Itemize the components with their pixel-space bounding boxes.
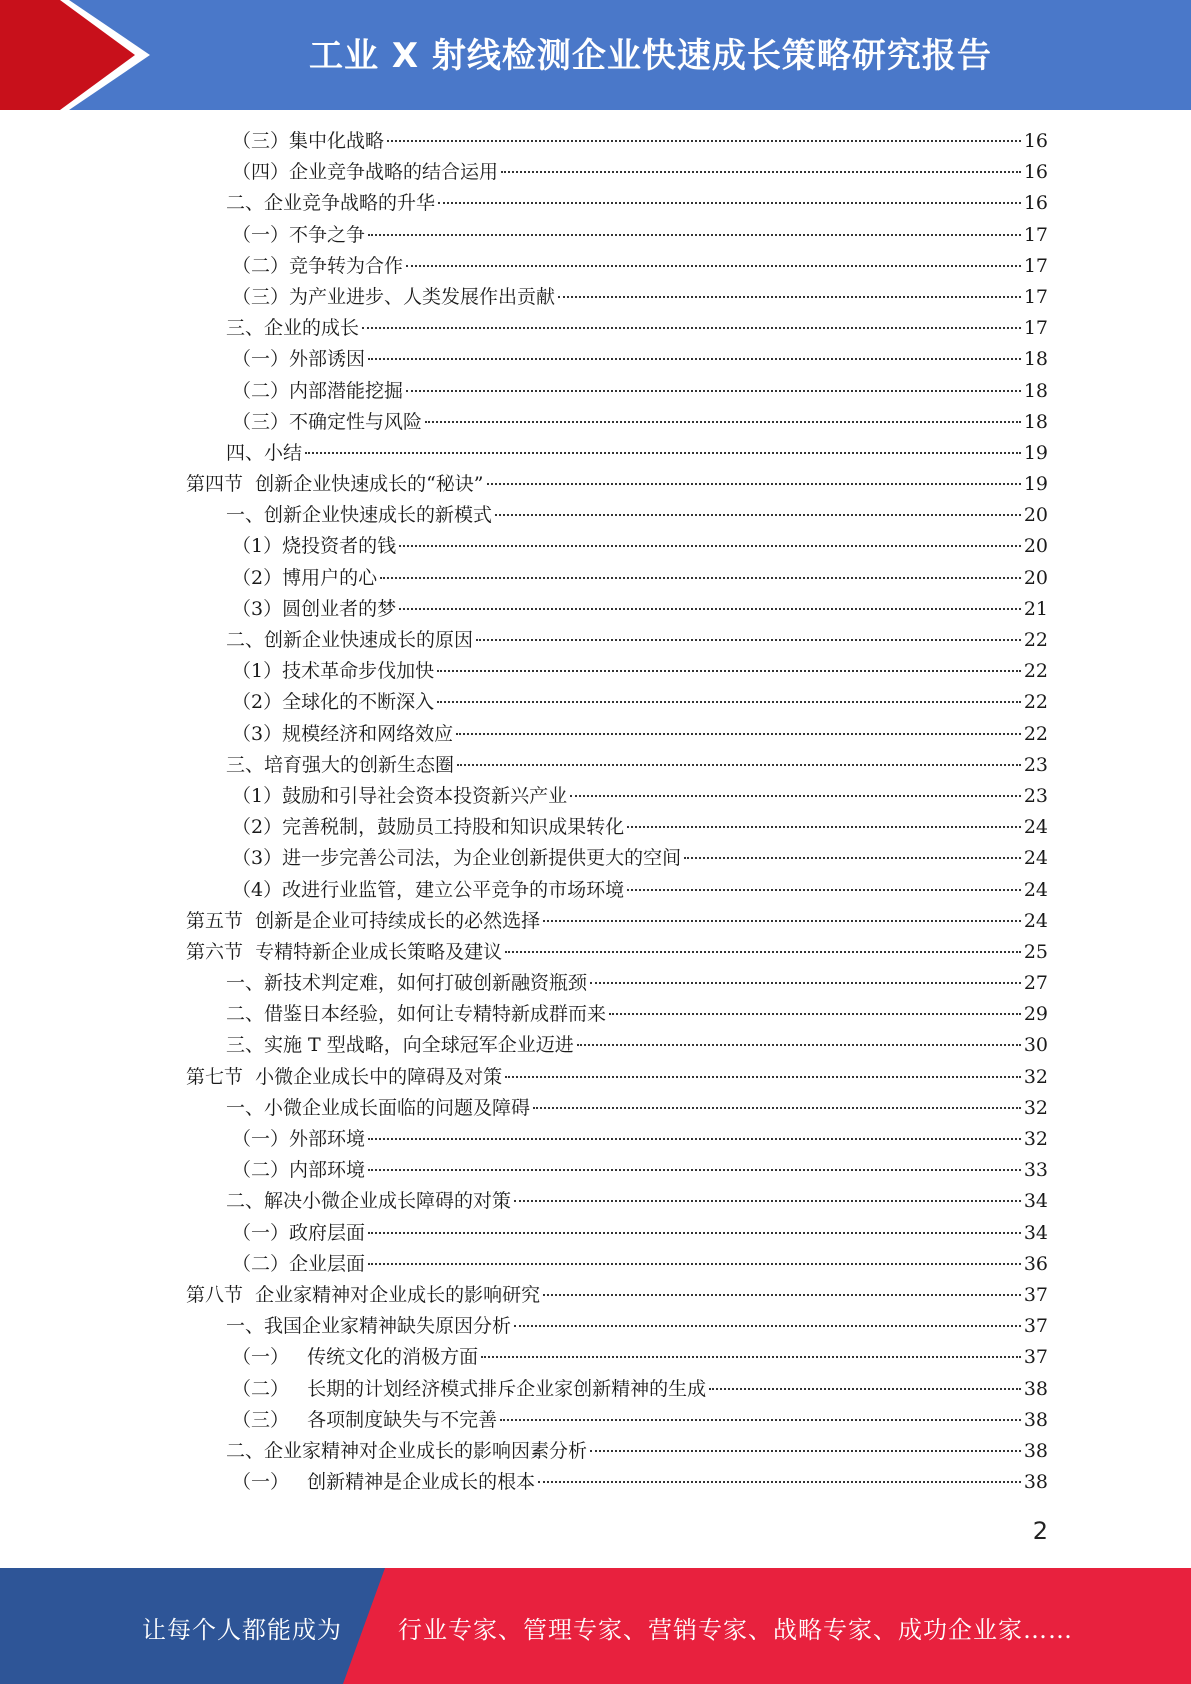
toc-entry-label: 二、借鉴日本经验，如何让专精特新成群而来: [226, 1003, 607, 1026]
toc-entry-label: 四、小结: [226, 441, 303, 464]
toc-entry[interactable]: [0, 563, 1191, 594]
toc-entry-row: [232, 1342, 1048, 1373]
toc-entry-row: [226, 1030, 1048, 1061]
toc-entry[interactable]: [0, 500, 1191, 531]
toc-entry-label: （三）为产业进步、人类发展作出贡献: [232, 285, 556, 308]
toc-dot-leader: [684, 856, 1021, 859]
toc-dot-leader: [543, 1293, 1021, 1296]
toc-dot-leader: [487, 482, 1021, 485]
toc-entry-page: 24: [1023, 847, 1048, 870]
toc-entry-page: 33: [1023, 1159, 1048, 1182]
toc-entry-row: [232, 220, 1048, 251]
toc-entry-row: [232, 157, 1048, 188]
toc-dot-leader: [709, 1387, 1021, 1390]
toc-entry-row: [186, 1280, 1048, 1311]
toc-dot-leader: [368, 1262, 1021, 1265]
toc-entry[interactable]: [0, 282, 1191, 313]
toc-dot-leader: [305, 451, 1021, 454]
toc-entry-page: 23: [1023, 784, 1048, 807]
toc-entry[interactable]: [0, 968, 1191, 999]
toc-entry[interactable]: [0, 625, 1191, 656]
toc-entry-label: 一、我国企业家精神缺失原因分析: [226, 1315, 512, 1338]
toc-entry-page: 27: [1023, 972, 1048, 995]
toc-dot-leader: [505, 950, 1021, 953]
toc-entry-page: 34: [1023, 1221, 1048, 1244]
toc-entry-row: [226, 968, 1048, 999]
toc-dot-leader: [456, 732, 1021, 735]
toc-entry-page: 32: [1023, 1128, 1048, 1150]
toc-entry[interactable]: [0, 407, 1191, 438]
toc-entry[interactable]: [0, 1311, 1191, 1342]
toc-entry-label: （二）企业层面: [232, 1252, 366, 1275]
toc-entry-row: [232, 843, 1048, 874]
toc-dot-leader: [437, 700, 1021, 703]
toc-dot-leader: [368, 233, 1021, 236]
toc-entry-page: 17: [1023, 317, 1048, 340]
toc-dot-leader: [500, 1418, 1021, 1421]
toc-entry-label: 三、实施 T 型战略，向全球冠军企业迈进: [226, 1034, 574, 1057]
toc-entry-label: （三）不确定性与风险: [232, 410, 423, 433]
toc-entry-row: [226, 500, 1048, 531]
toc-entry-label: 一、新技术判定难，如何打破创新融资瓶颈: [226, 972, 588, 995]
toc-dot-leader: [590, 981, 1021, 984]
toc-entry-row: [232, 344, 1048, 375]
toc-dot-leader: [368, 1137, 1021, 1140]
toc-entry-row: [232, 656, 1048, 687]
toc-entry-row: [226, 188, 1048, 219]
toc-dot-leader: [399, 607, 1021, 610]
toc-dot-leader: [406, 264, 1021, 267]
toc-entry-label: （三） 各项制度缺失与不完善: [232, 1408, 498, 1431]
toc-entry[interactable]: [0, 469, 1191, 500]
toc-entry-label: 一、创新企业快速成长的新模式: [226, 504, 493, 527]
toc-entry-row: [186, 469, 1048, 500]
toc-dot-leader: [505, 1075, 1021, 1078]
toc-entry-page: 17: [1023, 223, 1048, 246]
toc-entry-label: （3）圆创业者的梦: [232, 597, 397, 620]
toc-entry[interactable]: [0, 126, 1191, 157]
toc-entry-label: （1）技术革命步伐加快: [232, 660, 435, 683]
toc-dot-leader: [609, 1012, 1021, 1015]
toc-entry-label: 三、企业的成长: [226, 317, 360, 340]
page-header: [0, 0, 1191, 110]
toc-dot-leader: [399, 544, 1021, 547]
toc-entry[interactable]: [0, 1280, 1191, 1311]
toc-entry-row: [232, 126, 1048, 157]
toc-dot-leader: [476, 638, 1021, 641]
toc-entry-label: （一） 传统文化的消极方面: [232, 1346, 479, 1369]
toc-entry-page: 20: [1023, 566, 1048, 589]
toc-entry-row: [226, 313, 1048, 344]
toc-entry-row: [232, 376, 1048, 407]
toc-dot-leader: [590, 1449, 1021, 1452]
toc-entry[interactable]: [0, 1030, 1191, 1061]
toc-entry[interactable]: [0, 1155, 1191, 1186]
toc-entry[interactable]: [0, 1436, 1191, 1467]
toc-dot-leader: [406, 389, 1021, 392]
toc-entry-page: 24: [1023, 909, 1048, 932]
toc-entry-label: 二、解决小微企业成长障碍的对策: [226, 1190, 512, 1213]
toc-entry-label: （三）集中化战略: [232, 130, 385, 152]
toc-entry[interactable]: [0, 220, 1191, 251]
toc-dot-leader: [627, 825, 1021, 828]
toc-dot-leader: [558, 295, 1021, 298]
toc-entry-page: 22: [1023, 691, 1048, 714]
toc-entry[interactable]: [0, 1124, 1191, 1155]
toc-entry-row: [232, 563, 1048, 594]
toc-entry-page: 38: [1023, 1408, 1048, 1431]
toc-entry-page: 38: [1023, 1377, 1048, 1400]
toc-dot-leader: [368, 357, 1021, 360]
toc-entry-page: 16: [1023, 130, 1048, 152]
toc-entry-row: [226, 1093, 1048, 1124]
toc-entry-row: [232, 282, 1048, 313]
toc-entry[interactable]: [0, 1062, 1191, 1093]
toc-entry[interactable]: [0, 687, 1191, 718]
toc-entry-row: [232, 407, 1048, 438]
toc-dot-leader: [368, 1168, 1021, 1171]
toc-entry-page: 20: [1023, 504, 1048, 527]
toc-entry[interactable]: [0, 1467, 1191, 1498]
toc-dot-leader: [570, 794, 1021, 797]
toc-entry-page: 38: [1023, 1439, 1048, 1462]
toc-entry-page: 37: [1023, 1315, 1048, 1338]
toc-entry-label: （4）改进行业监管，建立公平竞争的市场环境: [232, 878, 625, 901]
toc-entry-label: （一）不争之争: [232, 223, 366, 246]
toc-entry[interactable]: [0, 251, 1191, 282]
toc-entry-label: 第七节 小微企业成长中的障碍及对策: [186, 1065, 503, 1088]
toc-entry[interactable]: [0, 906, 1191, 937]
toc-entry-label: （2）全球化的不断深入: [232, 691, 435, 714]
toc-entry-page: 29: [1023, 1003, 1048, 1026]
toc-entry-label: （一） 创新精神是企业成长的根本: [232, 1471, 536, 1494]
toc-entry[interactable]: [0, 1218, 1191, 1249]
toc-entry-label: 第六节 专精特新企业成长策略及建议: [186, 940, 503, 963]
toc-entry-page: 37: [1023, 1346, 1048, 1369]
toc-entry[interactable]: [0, 999, 1191, 1030]
toc-entry-page: 18: [1023, 348, 1048, 371]
toc-entry-label: （2）博用户的心: [232, 566, 378, 589]
toc-entry-label: （3）进一步完善公司法，为企业创新提供更大的空间: [232, 847, 682, 870]
toc-entry-row: [232, 531, 1048, 562]
toc-dot-leader: [437, 669, 1021, 672]
toc-dot-leader: [362, 326, 1021, 329]
toc-entry-page: 21: [1023, 597, 1048, 620]
toc-dot-leader: [533, 1106, 1021, 1109]
toc-entry[interactable]: [0, 438, 1191, 469]
toc-entry-row: [226, 1186, 1048, 1217]
toc-entry-page: 22: [1023, 629, 1048, 651]
toc-entry-label: （一）政府层面: [232, 1221, 366, 1244]
toc-entry[interactable]: [0, 843, 1191, 874]
toc-entry[interactable]: [0, 188, 1191, 219]
toc-entry[interactable]: [0, 1186, 1191, 1217]
toc-entry-label: （1）鼓励和引导社会资本投资新兴产业: [232, 784, 568, 807]
toc-entry-label: （1）烧投资者的钱: [232, 535, 397, 558]
toc-entry-row: [232, 594, 1048, 625]
toc-entry[interactable]: [0, 313, 1191, 344]
toc-dot-leader: [457, 763, 1021, 766]
toc-entry[interactable]: [0, 376, 1191, 407]
toc-entry-label: （3）规模经济和网络效应: [232, 722, 454, 745]
footer-slogan-left: 让每个人都能成为: [142, 1616, 342, 1644]
toc-entry-row: [232, 1374, 1048, 1405]
page-footer: [0, 1568, 1191, 1684]
toc-entry-row: [232, 251, 1048, 282]
toc-entry[interactable]: [0, 531, 1191, 562]
toc-entry-label: 第八节 企业家精神对企业成长的影响研究: [186, 1283, 541, 1306]
toc-dot-leader: [627, 888, 1021, 891]
toc-entry-page: 20: [1023, 535, 1048, 558]
toc-entry-label: （二）内部潜能挖掘: [232, 379, 404, 402]
toc-entry-row: [232, 719, 1048, 750]
toc-entry-page: 18: [1023, 410, 1048, 433]
toc-entry-row: [232, 1467, 1048, 1498]
toc-dot-leader: [387, 139, 1021, 142]
toc-entry-label: （二）竞争转为合作: [232, 254, 404, 277]
toc-dot-leader: [577, 1043, 1021, 1046]
toc-entry-row: [226, 625, 1048, 656]
toc-entry-page: 38: [1023, 1471, 1048, 1494]
toc-dot-leader: [380, 576, 1021, 579]
toc-entry[interactable]: [0, 1374, 1191, 1405]
toc-dot-leader: [481, 1355, 1021, 1358]
toc-dot-leader: [543, 919, 1021, 922]
toc-entry-label: （二） 长期的计划经济模式排斥企业家创新精神的生成: [232, 1377, 707, 1400]
toc-entry-row: [226, 999, 1048, 1030]
toc-entry-row: [186, 937, 1048, 968]
report-title: 工业 X 射线检测企业快速成长策略研究报告: [309, 36, 992, 76]
toc-entry-page: 37: [1023, 1283, 1048, 1306]
toc-entry-label: 第四节 创新企业快速成长的“秘诀”: [186, 473, 484, 496]
toc-entry-row: [232, 1249, 1048, 1280]
toc-entry-label: （二）内部环境: [232, 1159, 366, 1182]
toc-entry-label: 一、小微企业成长面临的问题及障碍: [226, 1096, 531, 1119]
toc-dot-leader: [425, 420, 1021, 423]
toc-entry-row: [226, 1311, 1048, 1342]
toc-dot-leader: [501, 170, 1021, 173]
toc-entry[interactable]: [0, 875, 1191, 906]
toc-dot-leader: [514, 1199, 1021, 1202]
toc-entry[interactable]: [0, 656, 1191, 687]
toc-entry-label: 二、企业家精神对企业成长的影响因素分析: [226, 1439, 588, 1462]
toc-entry-page: 32: [1023, 1065, 1048, 1088]
toc-entry-row: [232, 812, 1048, 843]
toc-entry[interactable]: [0, 1342, 1191, 1373]
toc-entry-page: 22: [1023, 660, 1048, 683]
toc-entry-page: 30: [1023, 1034, 1048, 1057]
toc-dot-leader: [514, 1324, 1021, 1327]
toc-entry-label: （一）外部诱因: [232, 348, 366, 371]
toc-entry-row: [232, 875, 1048, 906]
toc-entry[interactable]: [0, 157, 1191, 188]
toc-entry-page: 17: [1023, 254, 1048, 277]
toc-entry[interactable]: [0, 719, 1191, 750]
toc-entry-page: 32: [1023, 1096, 1048, 1119]
toc-dot-leader: [538, 1480, 1021, 1483]
toc-entry-row: [226, 1436, 1048, 1467]
toc-entry-row: [186, 1062, 1048, 1093]
toc-entry-page: 24: [1023, 878, 1048, 901]
toc-entry-page: 24: [1023, 816, 1048, 839]
toc-dot-leader: [368, 1231, 1021, 1234]
toc-entry[interactable]: [0, 1249, 1191, 1280]
toc-entry-page: 19: [1023, 473, 1048, 496]
page-number: 2: [1032, 1517, 1048, 1545]
toc-entry-row: [232, 687, 1048, 718]
toc-entry-row: [226, 438, 1048, 469]
toc-entry-row: [232, 1218, 1048, 1249]
toc-entry[interactable]: [0, 750, 1191, 781]
toc-entry-row: [186, 906, 1048, 937]
toc-entry-page: 36: [1023, 1252, 1048, 1275]
toc-entry-page: 25: [1023, 940, 1048, 963]
toc-entry-row: [226, 750, 1048, 781]
toc-entry-page: 22: [1023, 722, 1048, 745]
toc-entry-row: [232, 1124, 1048, 1155]
toc-entry-label: 第五节 创新是企业可持续成长的必然选择: [186, 909, 541, 932]
toc-entry-page: 23: [1023, 753, 1048, 776]
toc-entry[interactable]: [0, 1093, 1191, 1124]
toc-entry-label: （四）企业竞争战略的结合运用: [232, 161, 499, 184]
table-of-contents: [0, 126, 1191, 1498]
toc-entry-page: 17: [1023, 285, 1048, 308]
toc-entry[interactable]: [0, 344, 1191, 375]
toc-entry-row: [232, 781, 1048, 812]
toc-entry[interactable]: [0, 781, 1191, 812]
toc-dot-leader: [438, 201, 1021, 204]
toc-entry-row: [232, 1405, 1048, 1436]
toc-entry[interactable]: [0, 937, 1191, 968]
toc-entry-label: 三、培育强大的创新生态圈: [226, 753, 455, 776]
toc-entry-label: （2）完善税制，鼓励员工持股和知识成果转化: [232, 816, 625, 839]
toc-entry-page: 34: [1023, 1190, 1048, 1213]
toc-entry-label: 二、企业竞争战略的升华: [226, 192, 436, 215]
toc-entry-page: 16: [1023, 192, 1048, 215]
toc-entry[interactable]: [0, 1405, 1191, 1436]
toc-entry-label: 二、创新企业快速成长的原因: [226, 629, 474, 651]
toc-entry[interactable]: [0, 594, 1191, 625]
toc-entry-row: [232, 1155, 1048, 1186]
toc-dot-leader: [495, 513, 1021, 516]
toc-entry-page: 16: [1023, 161, 1048, 184]
toc-entry-page: 19: [1023, 441, 1048, 464]
toc-entry[interactable]: [0, 812, 1191, 843]
toc-entry-label: （一）外部环境: [232, 1128, 366, 1150]
footer-slogan-right: 行业专家、管理专家、营销专家、战略专家、成功企业家……: [398, 1616, 1073, 1644]
toc-entry-page: 18: [1023, 379, 1048, 402]
